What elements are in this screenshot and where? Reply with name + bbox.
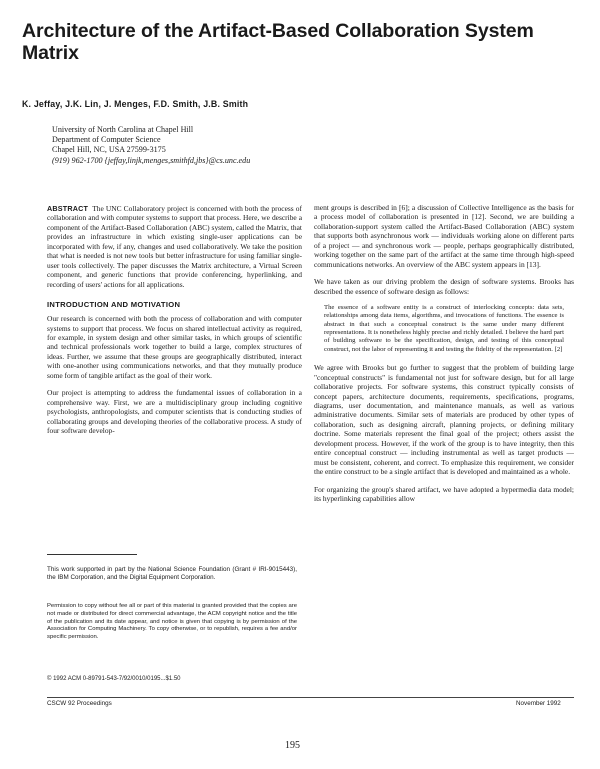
body-paragraph: Our project is attempting to address the fundamental issues of collaboration in a comprehensive way. First, we are a multidisciplinary group including cognitive psychologists, anthropologists, and computer scientists that is conducting studies of collaborating groups and developing theories of the collaborative process. A study of four software develop- <box>47 388 302 436</box>
abstract-label: ABSTRACT <box>47 204 89 213</box>
copyright-line: © 1992 ACM 0-89791-543-7/92/0010/0195...$1.50 <box>47 676 181 682</box>
affiliation-line: Chapel Hill, NC, USA 27599-3175 <box>52 145 166 155</box>
page-number: 195 <box>285 740 300 751</box>
abstract-text: The UNC Collaboratory project is concerned with both the process of collaboration and with computer systems to support that process. Here, we describe a component of the Artifact-Based Collaboration (ABC) system, called the Matrix, that provides an infrastructure in which existing single-user applications can be incorporated with few, if any, changes and used collaboratively. We take the position that what is needed is not new tools but better infrastructure for using familiar single-user tools collectively. The paper discusses the Matrix architecture, a Virtual Screen component, and generic functions that provide conferencing, hyperlinking, and recording of users' actions for all applications. <box>47 204 302 289</box>
right-column <box>314 203 574 503</box>
footnote-divider <box>47 554 137 555</box>
body-paragraph: For organizing the group's shared artifact, we have adopted a hypermedia data model; its hyperlinking capabilities allow <box>314 484 574 504</box>
body-paragraph: ment groups is described in [6]; a discussion of Collective Intelligence as the basis for a process model of collaboration is presented in [12]. Second, we are building a collaboration-support system called the Artifact-Based Collaboration (ABC) system that supports both asynchronous work — individuals working alone on different parts of a project — and synchronous work — people, perhaps geographically distributed, working together on the same part of the artifact at the same time through high-speed communications networks. An overview of the ABC system appears in [13]. <box>314 203 574 269</box>
author-list: K. Jeffay, J.K. Lin, J. Menges, F.D. Smith, J.B. Smith <box>22 99 249 109</box>
affiliation-contact: (919) 962-1700 {jeffay,linjk,menges,smithfd,jbs}@cs.unc.edu <box>52 155 251 165</box>
affiliation-line: Department of Computer Science <box>52 135 161 145</box>
section-heading: INTRODUCTION AND MOTIVATION <box>47 300 181 310</box>
conference-name: CSCW 92 Proceedings <box>47 700 112 707</box>
left-column <box>47 204 302 436</box>
footer-divider <box>47 697 574 698</box>
affiliation-block <box>52 125 452 166</box>
block-quote: The essence of a software entity is a construct of interlocking concepts: data sets, relationships among data items, algorithms, and invocations of functions. The essence is abstract in that such a conceptual construct is the same under many different representations. It is nonetheless highly precise and richly detailed. I believe the hard part of building software to be the specification, design, and testing of this conceptual construct, not the labor of representing it and testing the fidelity of the representation. [2] <box>324 304 564 353</box>
permission-notice: Permission to copy without fee all or part of this material is granted provided that the copies are not made or distributed for direct commercial advantage, the ACM copyright notice and the title of the publication and its date appear, and notice is given that copying is by permission of the Association for Computing Machinery. To copy otherwise, or to republish, requires a fee and/or specific permission. <box>47 603 297 640</box>
affiliation-line: University of North Carolina at Chapel Hill <box>52 125 194 134</box>
body-paragraph: We agree with Brooks but go further to suggest that the problem of building large "conceptual constructs" is fundamental not just for software design, but for all large collaborative projects. For software systems, this construct typically consists of concept papers, architecture documents, requirements, specifications, programs, diagrams, user documentation, and maintenance manuals, as well as various administrative documents. Similar sets of materials are produced by other types of collaboration, such as designing aircraft, planning projects, or defining military doctrine. Some materials represent the final goal of the project; others assist the development process. However, if the work of the group is to have integrity, then this entire conceptual construct — including instrumental as well as target products — must be consistent, coherent, and correct. To emphasize this requirement, we consider the entire construct to be a single artifact that is developed and maintained as a whole. <box>314 363 574 477</box>
funding-note: This work supported in part by the National Science Foundation (Grant # IRI-9015443), the IBM Corporation, and the Digital Equipment Corporation. <box>47 566 297 582</box>
body-paragraph: We have taken as our driving problem the design of software systems. Brooks has described the essence of software design as follows: <box>314 277 574 296</box>
paper-title: Architecture of the Artifact-Based Collaboration System Matrix <box>22 20 534 64</box>
body-paragraph: Our research is concerned with both the process of collaboration and with computer systems to support that process. We focus on shared intellectual activity as required, for example, in system design and other similar tasks, in which groups of scientific and technical professionals work together to build a large, complex structures of ideas. Further, we assume that these groups are geographically distributed, interact with one-another using communications networks, and that they mutually produce some form of tangible artifact as the goal of their work. <box>47 314 302 380</box>
publication-date: November 1992 <box>516 700 561 707</box>
abstract <box>47 204 302 289</box>
